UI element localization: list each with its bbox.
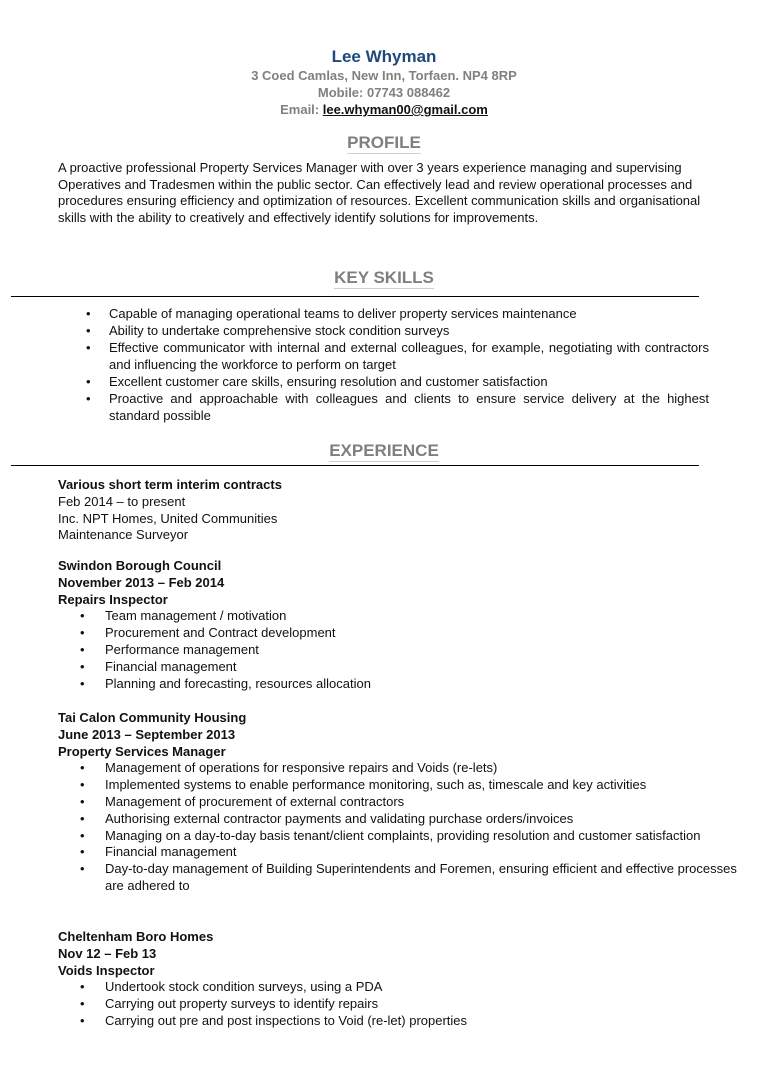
job-role: Repairs Inspector (58, 591, 168, 607)
list-item: • Planning and forecasting, resources allocation (80, 675, 371, 691)
bullet-icon: • (80, 861, 85, 877)
bullet-icon: • (80, 810, 85, 826)
list-item: • Ability to undertake comprehensive stock condition surveys (86, 323, 450, 338)
email-label: Email: (280, 102, 323, 117)
job-entry (58, 929, 738, 1030)
divider (11, 465, 699, 466)
job-dates: Nov 12 – Feb 13 (58, 945, 157, 961)
list-item: • Carrying out pre and post inspections to Void (re-let) properties (80, 1012, 468, 1028)
key-skills-heading: KEY SKILLS (334, 268, 434, 287)
key-skills-list (0, 305, 768, 424)
list-item: • Management of procurement of external contractors (80, 793, 405, 809)
list-item: • Management of operations for responsive repairs and Voids (re-lets) (80, 760, 498, 776)
list-item: • Authorising external contractor payments and validating purchase orders/invoices (80, 810, 574, 826)
bullet-icon: • (80, 1012, 85, 1028)
job-role: Property Services Manager (58, 743, 226, 759)
list-item: • Performance management (80, 641, 259, 657)
job-role: Maintenance Surveyor (58, 527, 189, 543)
profile-text: A proactive professional Property Services Manager with over 3 years experience managing and supervising Operatives and Tradesmen within the public sector. Can effectively lead and review operational processes and procedures ensuring efficiency and optimization of resources. Excellent communication skills and organisational skills with the ability to creatively and effectively identify solutions for improvements. (58, 160, 701, 225)
email-link[interactable]: lee.whyman00@gmail.com (322, 102, 488, 117)
profile-heading: PROFILE (347, 133, 421, 152)
bullet-icon: • (80, 641, 85, 657)
duties-list (58, 760, 738, 894)
bullet-icon: • (80, 608, 85, 624)
bullet-icon: • (80, 844, 85, 860)
bullet-icon: • (86, 323, 91, 338)
list-item: • Proactive and approachable with colleagues and clients to ensure service delivery at the highest standard possible (86, 391, 709, 423)
bullet-icon: • (80, 625, 85, 641)
list-item: • Implemented systems to enable performance monitoring, such as, timescale and key activities (80, 777, 647, 793)
list-item: • Managing on a day-to-day basis tenant/client complaints, providing resolution and customer satisfaction (80, 827, 701, 843)
employer: Tai Calon Community Housing (58, 710, 247, 725)
bullet-icon: • (86, 374, 91, 389)
cv-header (0, 46, 768, 118)
bullet-icon: • (80, 979, 85, 995)
job-entry (58, 558, 738, 692)
bullet-icon: • (86, 391, 91, 406)
list-item: • Undertook stock condition surveys, using a PDA (80, 979, 383, 995)
list-item: • Financial management (80, 658, 237, 674)
experience-heading: EXPERIENCE (329, 441, 439, 460)
bullet-icon: • (80, 996, 85, 1012)
job-dates: November 2013 – Feb 2014 (58, 574, 225, 590)
list-item: • Capable of managing operational teams to deliver property services maintenance (86, 306, 577, 321)
job-detail: Inc. NPT Homes, United Communities (58, 510, 278, 526)
bullet-icon: • (86, 306, 91, 321)
job-role: Voids Inspector (58, 962, 155, 978)
divider (11, 296, 699, 297)
bullet-icon: • (80, 777, 85, 793)
list-item: • Effective communicator with internal and external colleagues, for example, negotiating with contractors and influencing the workforce to perform on target (86, 340, 709, 372)
list-item: • Day-to-day management of Building Superintendents and Foremen, ensuring efficient and effective processes are adhered to (80, 861, 737, 893)
job-entry (58, 710, 738, 895)
duties-list (58, 979, 738, 1029)
list-item: • Excellent customer care skills, ensuring resolution and customer satisfaction (86, 374, 548, 389)
bullet-icon: • (80, 675, 85, 691)
bullet-icon: • (80, 793, 85, 809)
employer: Swindon Borough Council (58, 558, 222, 573)
address: 3 Coed Camlas, New Inn, Torfaen. NP4 8RP (251, 68, 517, 83)
job-dates: June 2013 – September 2013 (58, 726, 236, 742)
bullet-icon: • (80, 760, 85, 776)
candidate-name: Lee Whyman (331, 47, 437, 66)
bullet-icon: • (80, 827, 85, 843)
job-dates: Feb 2014 – to present (58, 493, 186, 509)
mobile: Mobile: 07743 088462 (317, 85, 451, 100)
employer: Cheltenham Boro Homes (58, 929, 214, 944)
email-line (0, 101, 768, 118)
list-item: • Financial management (80, 844, 237, 860)
job-entry (58, 477, 738, 544)
bullet-icon: • (86, 340, 91, 355)
bullet-icon: • (80, 658, 85, 674)
duties-list (58, 608, 738, 692)
list-item: • Procurement and Contract development (80, 625, 336, 641)
list-item: • Team management / motivation (80, 608, 287, 624)
list-item: • Carrying out property surveys to identify repairs (80, 996, 379, 1012)
employer: Various short term interim contracts (58, 477, 282, 492)
